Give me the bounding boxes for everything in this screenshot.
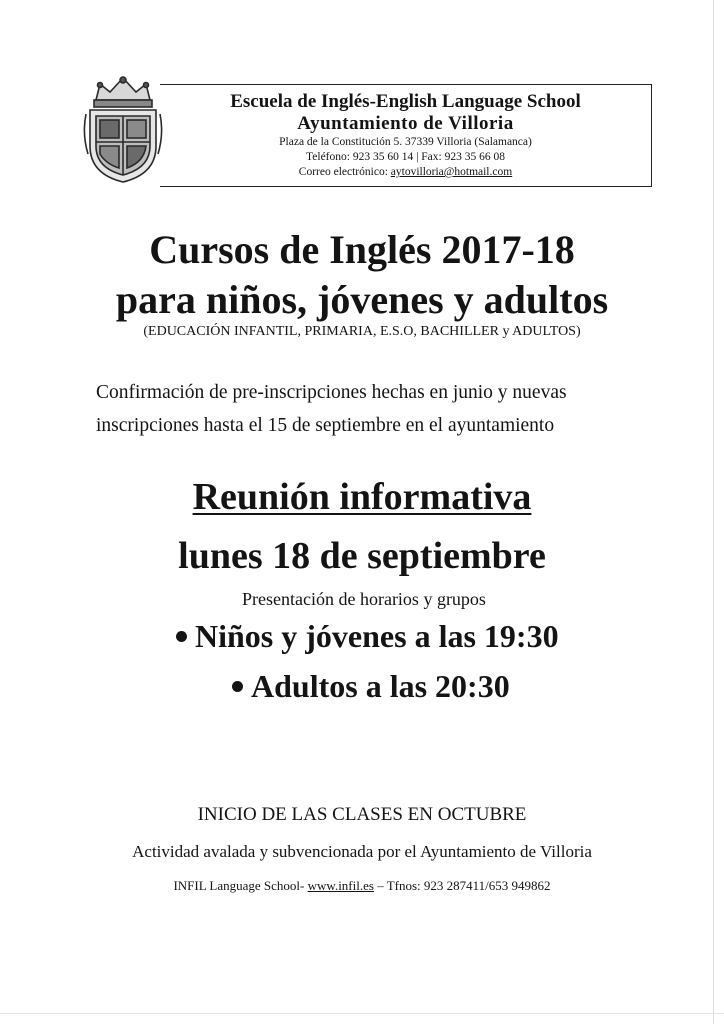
letterhead-box [160, 84, 652, 187]
session-label: Niños y jóvenes a las 19:30 [195, 618, 559, 654]
classes-start: INICIO DE LAS CLASES EN OCTUBRE [197, 804, 527, 825]
address-line: Plaza de la Constitución 5. 37339 Villoria (Salamanca) [279, 136, 532, 148]
town-hall-name: Ayuntamiento de Villoria [297, 113, 514, 134]
email-line [160, 165, 651, 180]
session-item-kids [176, 617, 559, 655]
bullet-icon [176, 631, 187, 642]
meeting-heading-text: Reunión informativa [192, 476, 532, 518]
session-item-adults [232, 667, 510, 705]
meeting-presentation: Presentación de horarios y grupos [242, 589, 486, 609]
email-label: Correo electrónico: [298, 166, 391, 178]
email-link[interactable]: aytovilloria@hotmail.com [390, 166, 513, 178]
meeting-heading [0, 475, 724, 519]
course-audience: para niños, jóvenes y adultos [115, 277, 609, 322]
coat-of-arms-icon [82, 74, 164, 186]
page-bottom-edge [0, 1013, 724, 1014]
sponsor-note: Actividad avalada y subvencionada por el Ayuntamiento de Villoria [132, 842, 592, 861]
enrollment-notice: Confirmación de pre-inscripciones hechas en junio y nuevas inscripciones hasta el 15 de septiembre en el ayuntamiento [96, 382, 567, 436]
course-title: Cursos de Inglés 2017-18 [149, 227, 575, 272]
school-name: Escuela de Inglés-English Language School [230, 91, 581, 112]
contact-phones: – Tfnos: 923 287411/653 949862 [373, 878, 551, 893]
bullet-icon [232, 681, 243, 692]
session-label: Adultos a las 20:30 [251, 668, 510, 704]
contact-prefix: INFIL Language School- [173, 878, 308, 893]
phone-fax-line: Teléfono: 923 35 60 14 | Fax: 923 35 66 08 [306, 151, 505, 163]
meeting-date: lunes 18 de septiembre [178, 535, 546, 577]
course-levels: (EDUCACIÓN INFANTIL, PRIMARIA, E.S.O, BACHILLER y ADULTOS) [143, 324, 581, 339]
website-link[interactable]: www.infil.es [307, 878, 374, 893]
contact-line [0, 877, 724, 895]
